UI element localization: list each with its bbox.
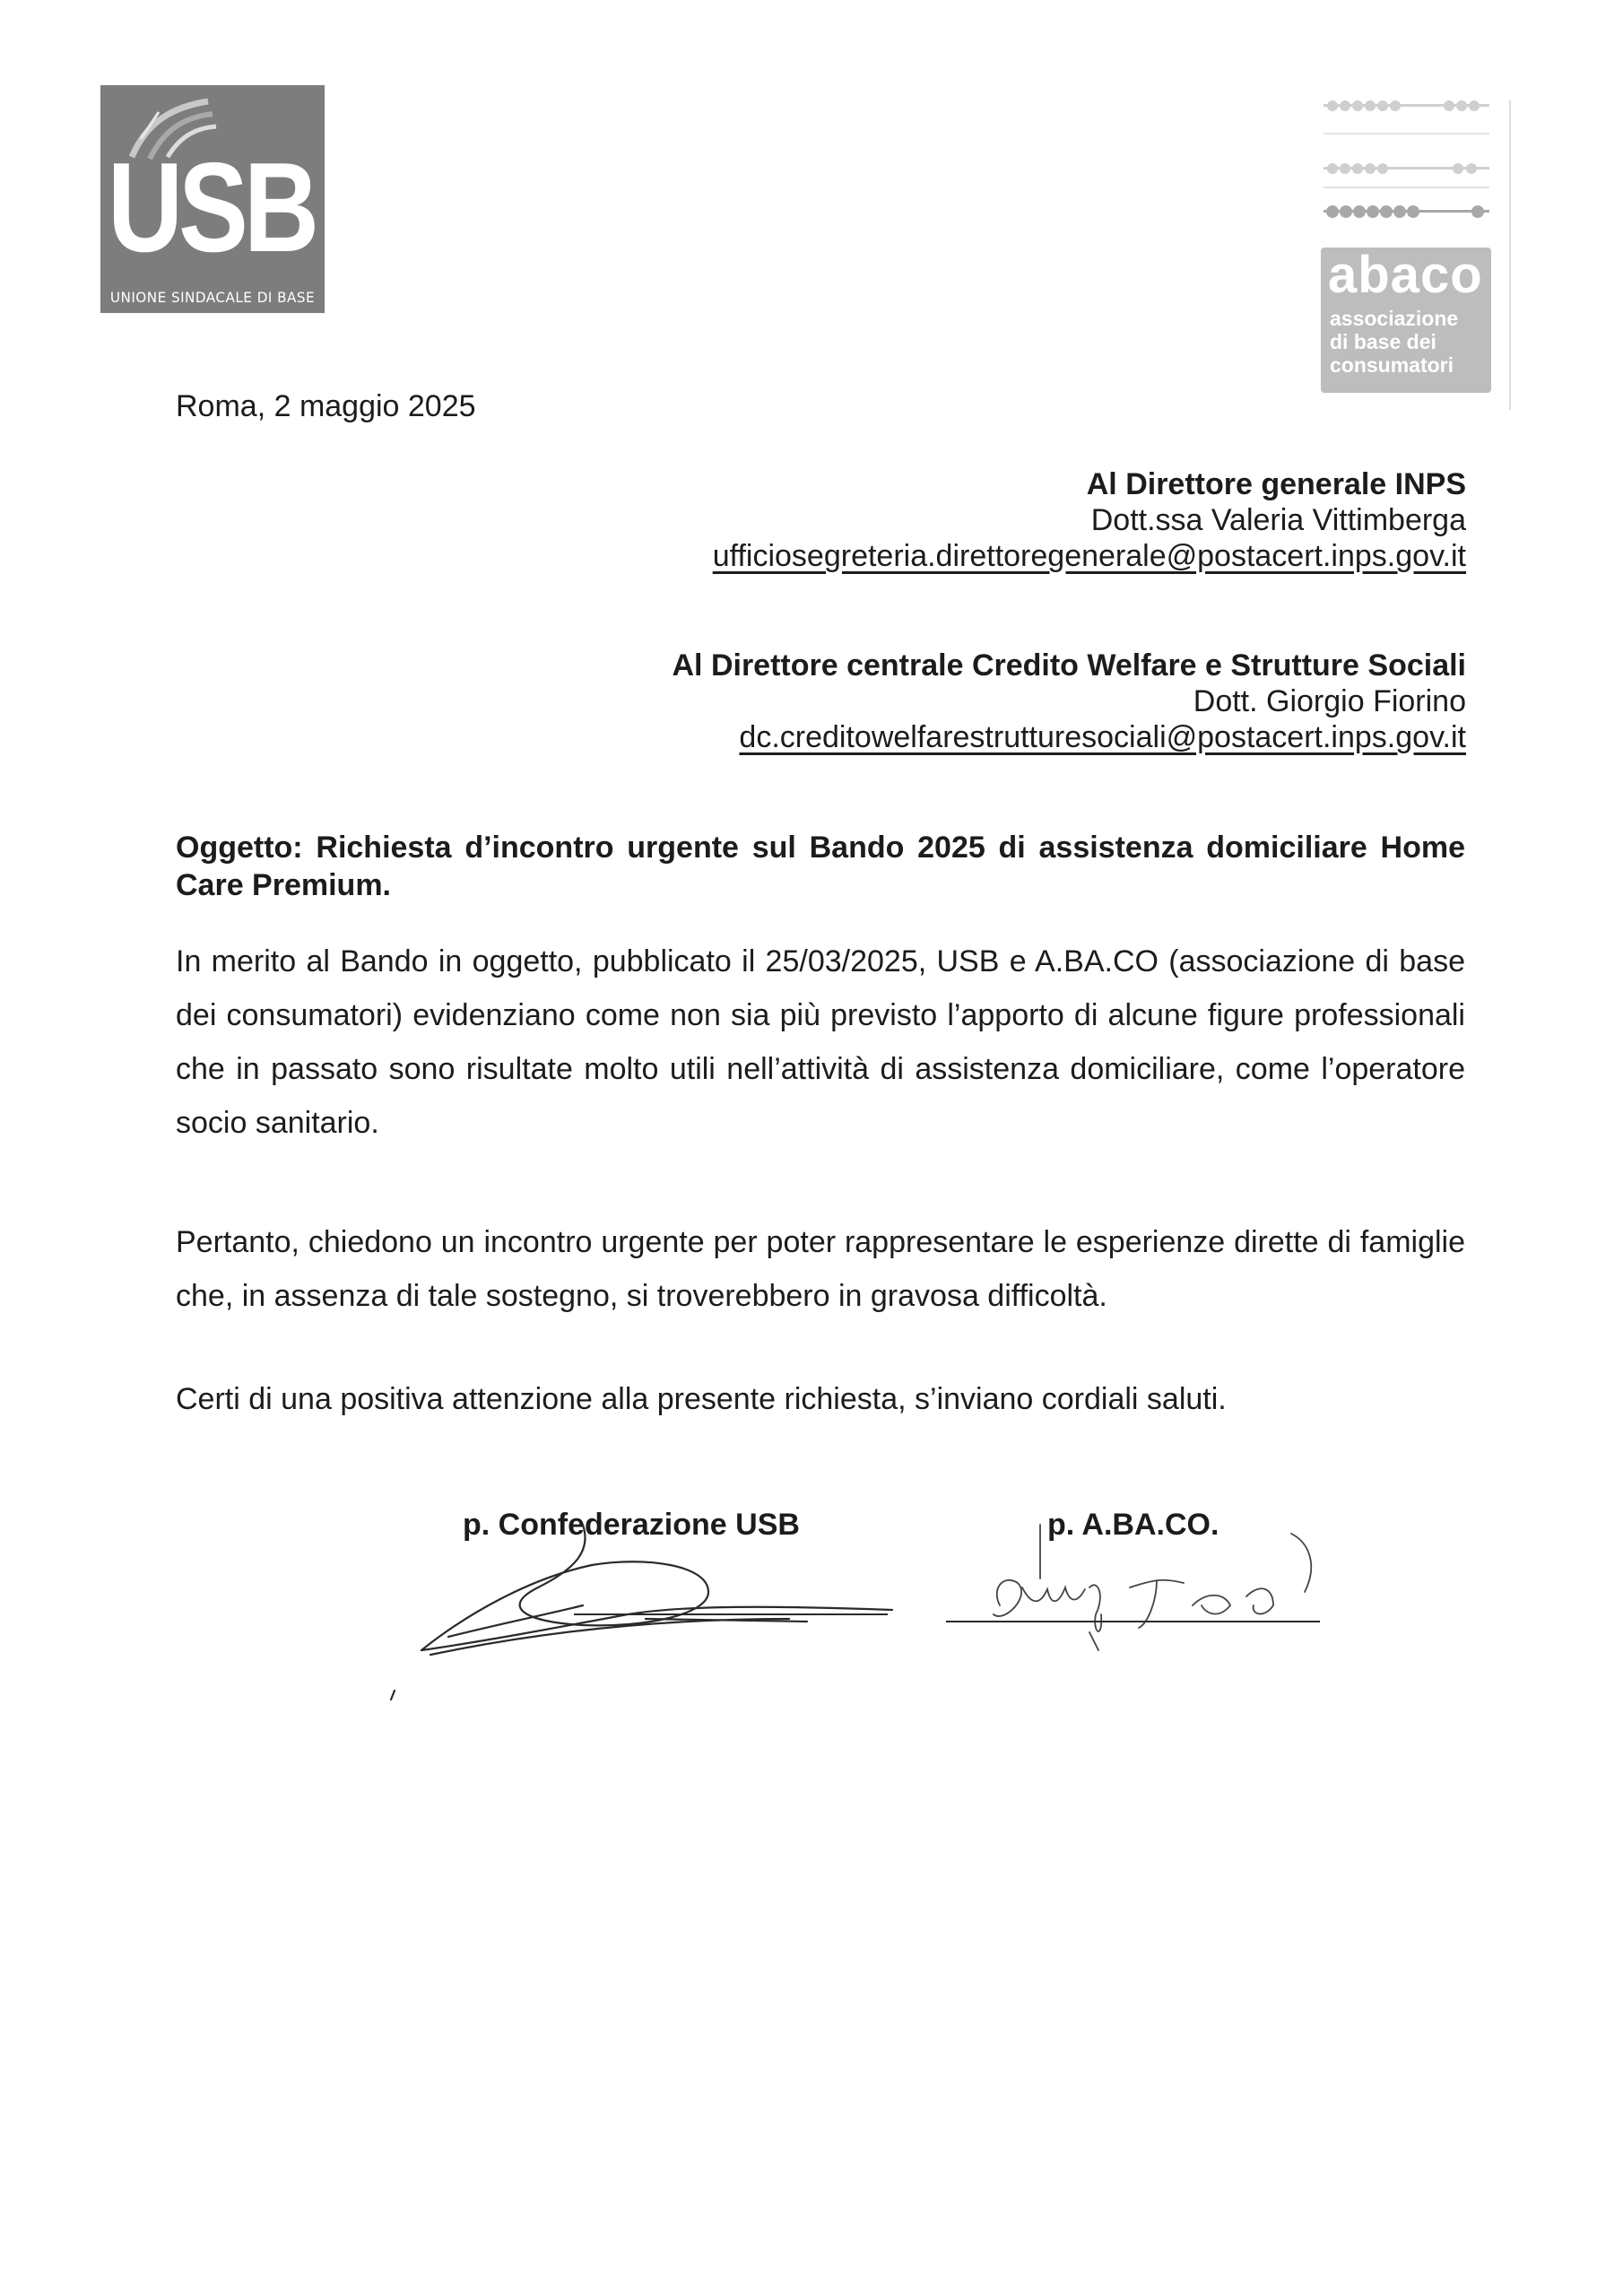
abaco-subtitle-line: di base dei bbox=[1330, 330, 1436, 353]
handwritten-signatures bbox=[0, 1489, 1623, 1722]
scan-edge-line bbox=[1509, 100, 1511, 410]
signature-label-usb: p. Confederazione USB bbox=[463, 1508, 800, 1542]
body-paragraph: Certi di una positiva attenzione alla presente richiesta, s’inviano cordiali saluti. bbox=[176, 1382, 1227, 1416]
abaco-signature bbox=[994, 1525, 1311, 1650]
recipient-name: Dott. Giorgio Fiorino bbox=[1193, 684, 1466, 718]
recipient-title: Al Direttore generale INPS bbox=[1086, 467, 1466, 501]
usb-logo bbox=[100, 85, 325, 313]
recipient-email-link[interactable]: ufficiosegreteria.direttoregenerale@postacert.inps.gov.it bbox=[712, 539, 1466, 573]
abaco-logo-text: abaco bbox=[1328, 248, 1483, 304]
signature-label-abaco: p. A.BA.CO. bbox=[1047, 1508, 1219, 1542]
abaco-subtitle-line: associazione bbox=[1330, 307, 1459, 330]
recipient-name: Dott.ssa Valeria Vittimberga bbox=[1090, 503, 1466, 537]
abaco-subtitle-line: consumatori bbox=[1330, 353, 1454, 377]
letter-subject: Oggetto: Richiesta d’incontro urgente sul Bando 2025 di assistenza domiciliare Home Care Premium. bbox=[176, 831, 1465, 902]
abaco-logo-subtitle bbox=[1330, 307, 1458, 377]
recipient-block bbox=[673, 648, 1467, 755]
recipient-block bbox=[713, 466, 1466, 574]
body-paragraph: Pertanto, chiedono un incontro urgente per poter rappresentare le esperienze dirette di famiglie che, in assenza di tale sostegno, si troverebbero in gravosa difficoltà. bbox=[176, 1225, 1465, 1313]
recipient-title: Al Direttore centrale Credito Welfare e Strutture Sociali bbox=[672, 648, 1466, 683]
body-paragraph: In merito al Bando in oggetto, pubblicato il 25/03/2025, USB e A.BA.CO (associazione di base dei consumatori) evidenziano come non sia più previsto l’apporto di alcune figure professionali che in passato sono risultate molto utili nell’attività di assistenza domiciliare, come l’operatore socio sanitario. bbox=[176, 944, 1465, 1140]
date-line: Roma, 2 maggio 2025 bbox=[176, 389, 476, 423]
abacus-icon bbox=[1324, 97, 1489, 231]
usb-logo-subtitle: UNIONE SINDACALE DI BASE bbox=[109, 289, 316, 306]
usb-signature bbox=[391, 1525, 892, 1700]
recipient-email-link[interactable]: dc.creditowelfarestrutturesociali@postacert.inps.gov.it bbox=[739, 720, 1466, 754]
abaco-logo bbox=[1321, 248, 1491, 393]
usb-logo-text: USB bbox=[108, 136, 316, 279]
